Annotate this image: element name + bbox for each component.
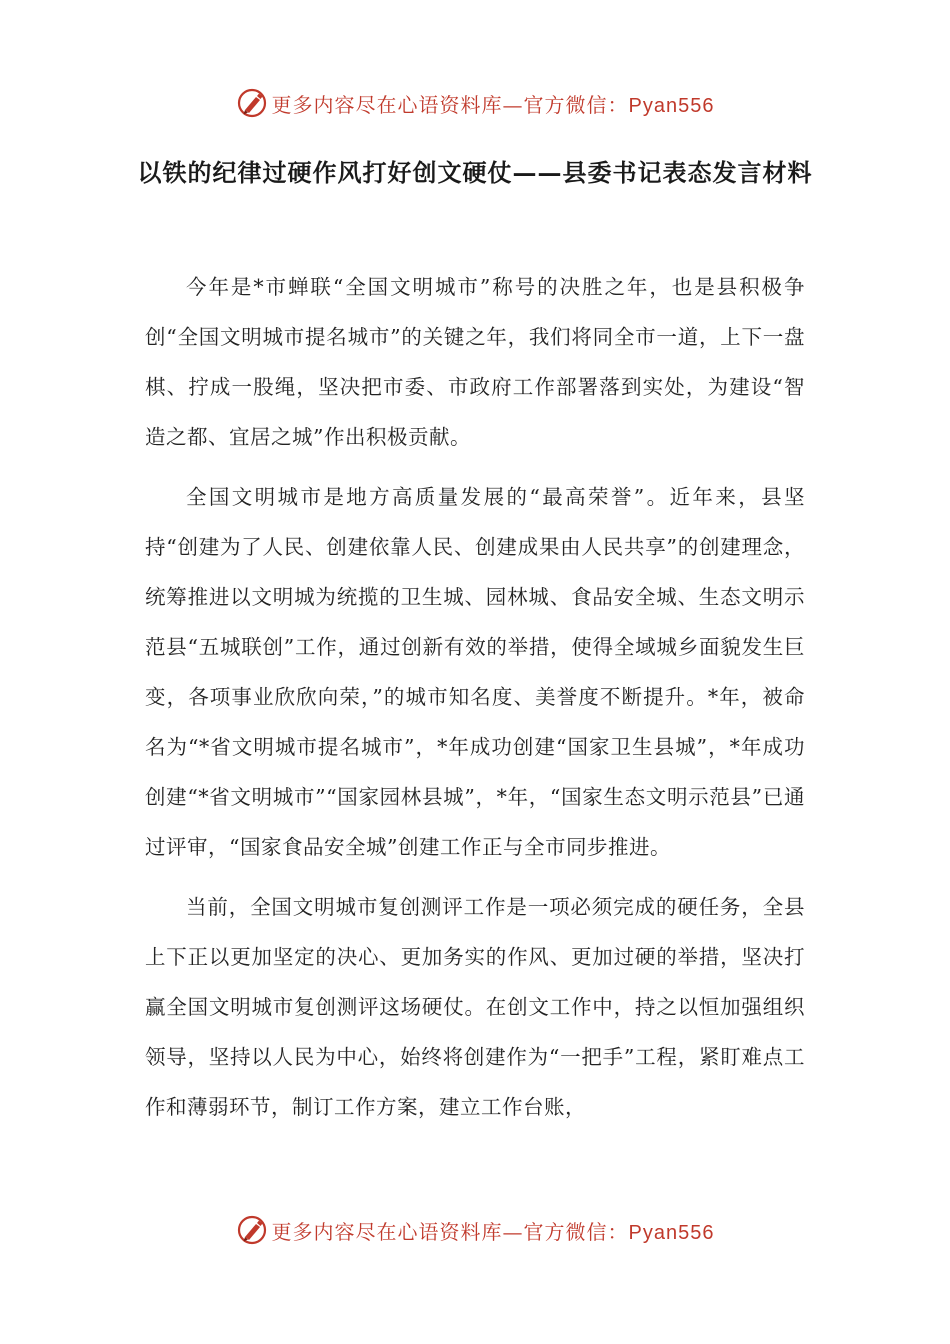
document-title: 以铁的纪律过硬作风打好创文硬仗——县委书记表态发言材料 (137, 158, 813, 187)
paragraph-3: 当前，全国文明城市复创测评工作是一项必须完成的硬任务，全县上下正以更加坚定的决心、更加务实的作风、更加过硬的举措，坚决打赢全国文明城市复创测评这场硬仗。在创文工作中，持之以恒加强组织领导，坚持以人民为中心，始终将创建作为“一把手”工程，紧盯难点工作和薄弱环节，制订工作方案，建立工作台账， (145, 895, 805, 1119)
document-body (145, 262, 805, 1142)
pen-logo-icon (236, 1214, 268, 1246)
header-banner (0, 83, 950, 123)
wechat-id: Pyan556 (628, 94, 715, 117)
pen-logo-icon (236, 87, 268, 119)
banner-label: 更多内容尽在心语资料库—官方微信： (271, 1219, 629, 1244)
footer-banner (0, 1210, 950, 1250)
banner-text (272, 1216, 715, 1245)
paragraph-1: 今年是*市蝉联“全国文明城市”称号的决胜之年，也是县积极争创“全国文明城市提名城市”的关键之年，我们将同全市一道，上下一盘棋、拧成一股绳，坚决把市委、市政府工作部署落到实处，为建设“智造之都、宜居之城”作出积极贡献。 (145, 275, 805, 449)
paragraph-2: 全国文明城市是地方高质量发展的“最高荣誉”。近年来，县坚持“创建为了人民、创建依靠人民、创建成果由人民共享”的创建理念，统筹推进以文明城为统揽的卫生城、园林城、食品安全城、生态文明示范县“五城联创”工作，通过创新有效的举措，使得全域城乡面貌发生巨变，各项事业欣欣向荣，”的城市知名度、美誉度不断提升。*年，被命名为“*省文明城市提名城市”，*年成功创建“国家卫生县城”，*年成功创建“*省文明城市”“国家园林县城”，*年，“国家生态文明示范县”已通过评审，“国家食品安全城”创建工作正与全市同步推进。 (145, 485, 805, 859)
wechat-id: Pyan556 (628, 1221, 715, 1244)
banner-text (272, 89, 715, 118)
banner-label: 更多内容尽在心语资料库—官方微信： (271, 92, 629, 117)
